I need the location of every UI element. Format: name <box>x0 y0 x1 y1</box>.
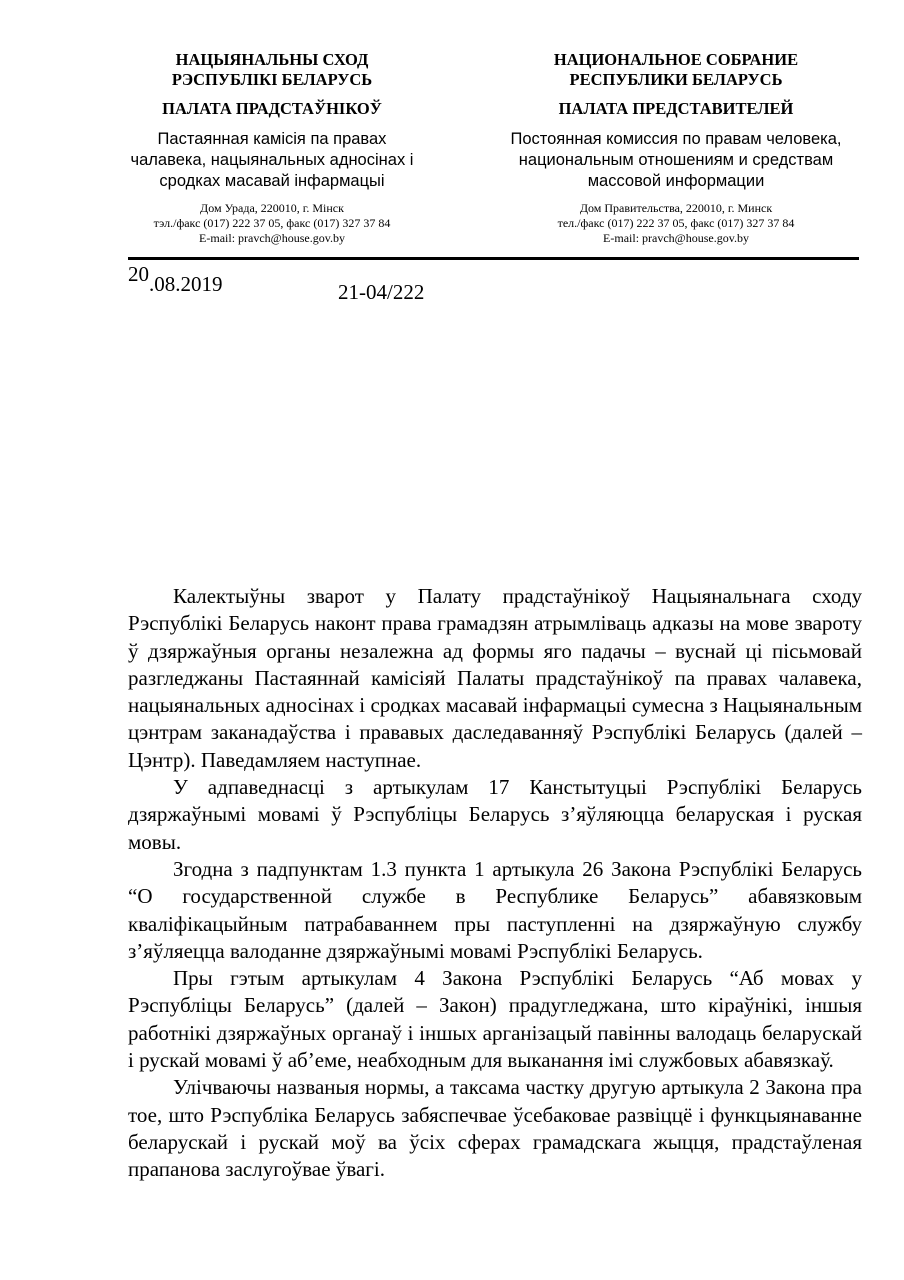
address: Дом Правительства, 220010, г. Минск <box>579 201 773 215</box>
org-name-line1: НАЦИОНАЛЬНОЕ СОБРАНИЕ <box>553 50 799 69</box>
address: Дом Урада, 220010, г. Мінск <box>200 201 344 215</box>
commission-name <box>486 129 866 192</box>
email: E-mail: pravch@house.gov.by <box>199 231 345 245</box>
commission-line: Постоянная комиссия по правам человека, <box>510 130 842 148</box>
org-name-line2: РЕСПУБЛИКИ БЕЛАРУСЬ <box>569 70 783 89</box>
commission-line: массовой информации <box>587 172 765 190</box>
date-day: 20 <box>128 262 149 286</box>
contact-block <box>122 201 422 246</box>
registration-number: 21-04/222 <box>338 280 425 304</box>
header-divider <box>128 257 859 260</box>
commission-line: сродках масавай інфармацыі <box>159 172 385 190</box>
contact-block <box>486 201 866 246</box>
commission-name <box>122 129 422 192</box>
chamber-name: ПАЛАТА ПРАДСТАЎНІКОЎ <box>162 99 382 118</box>
paragraph: Згодна з падпунктам 1.3 пункта 1 артыкула 26 Закона Рэспублікі Беларусь “О государственной службе в Республике Беларусь” абавязковым кваліфікацыйным патрабаваннем пры паступленні на дзяржаўную службу з’яўляецца валоданне дзяржаўнымі мовамі Рэспублікі Беларусь. <box>128 856 862 963</box>
date-month-year: .08.2019 <box>149 272 223 296</box>
email: E-mail: pravch@house.gov.by <box>603 231 749 245</box>
org-name-line1: НАЦЫЯНАЛЬНЫ СХОД <box>175 50 369 69</box>
phone: тел./факс (017) 222 37 05, факс (017) 327 37 84 <box>557 216 795 230</box>
phone: тэл./факс (017) 222 37 05, факс (017) 327 37 84 <box>153 216 391 230</box>
letterhead-belarusian <box>122 50 422 246</box>
commission-line: национальным отношениям и средствам <box>518 151 834 169</box>
paragraph: У адпаведнасці з артыкулам 17 Канстытуцыі Рэспублікі Беларусь дзяржаўнымі мовамі ў Рэспубліцы Беларусь з’яўляюцца беларуская і руская мовы. <box>128 775 862 854</box>
letter-body <box>128 583 862 1184</box>
letter-date <box>128 262 223 297</box>
org-name-line2: РЭСПУБЛІКІ БЕЛАРУСЬ <box>171 70 373 89</box>
commission-line: Пастаянная камісія па правах <box>157 130 387 148</box>
letterhead-russian <box>486 50 866 246</box>
paragraph: Улічваючы названыя нормы, а таксама частку другую артыкула 2 Закона пра тое, што Рэспубліка Беларусь забяспечвае ўсебаковае развіццё і функцыянаванне беларускай і рускай моў ва ўсіх сферах грамадскага жыцця, прадстаўленая прапанова заслугоўвае ўвагі. <box>128 1075 862 1182</box>
commission-line: чалавека, нацыянальных адносінах і <box>130 151 414 169</box>
paragraph: Калектыўны зварот у Палату прадстаўнікоў Нацыянальнага сходу Рэспублікі Беларусь наконт права грамадзян атрымліваць адказы на мове звароту ў дзяржаўныя органы незалежна ад формы яго падачы – вуснай ці пісьмовай разгледжаны Пастаяннай камісіяй Палаты прадстаўнікоў па правах чалавека, нацыянальных адносінах і сродках масавай інфармацыі сумесна з Нацыянальным цэнтрам заканадаўства і прававых даследаванняў Рэспублікі Беларусь (далей – Цэнтр). Паведамляем наступнае. <box>128 584 862 772</box>
chamber-name: ПАЛАТА ПРЕДСТАВИТЕЛЕЙ <box>558 99 794 118</box>
paragraph: Пры гэтым артыкулам 4 Закона Рэспублікі Беларусь “Аб мовах у Рэспубліцы Беларусь” (далей – Закон) прадугледжана, што кіраўнікі, іншыя работнікі дзяржаўных органаў і іншых арганізацый павінны валодаць беларускай і рускай мовамі ў аб’еме, неабходным для выканання імі службовых абавязкаў. <box>128 966 862 1073</box>
